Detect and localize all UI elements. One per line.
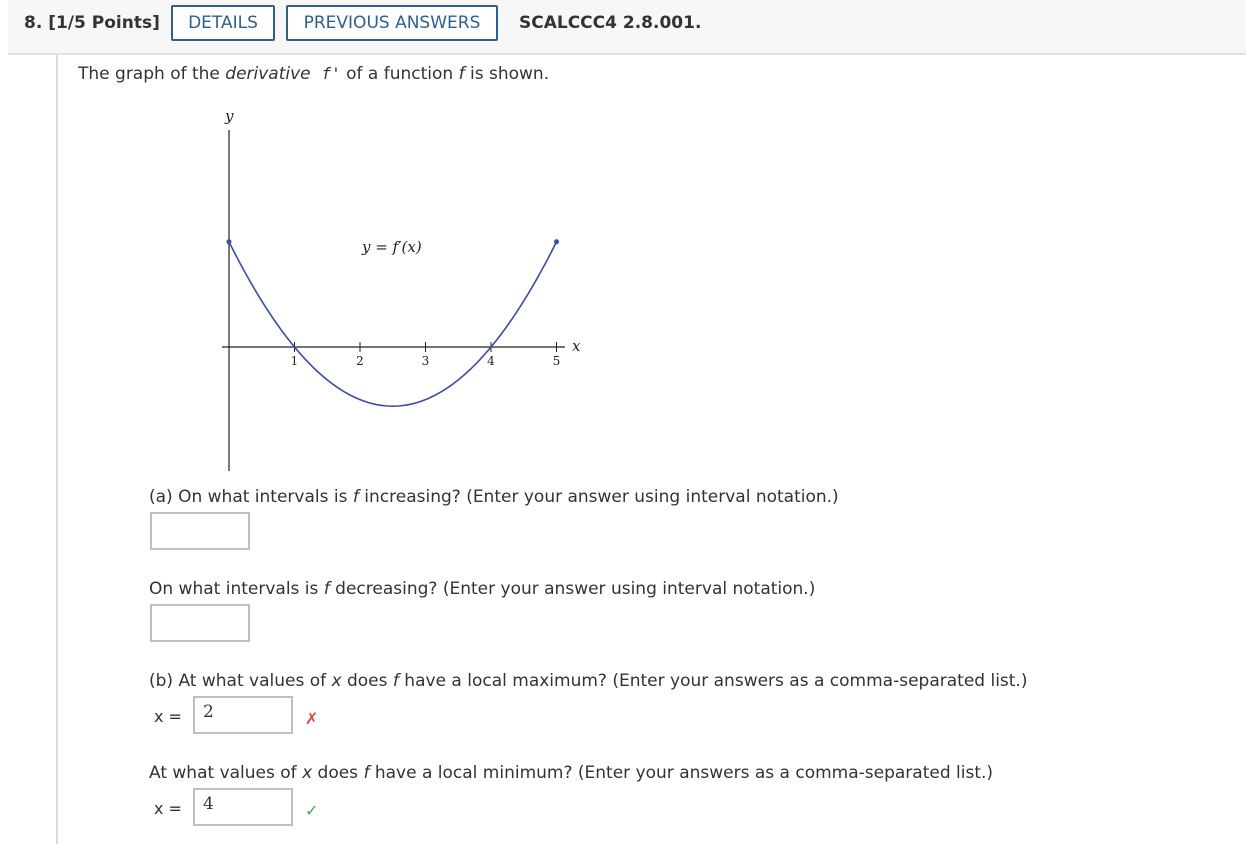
prompt-f: f (458, 64, 465, 84)
question-text: At what values of (149, 763, 303, 783)
local-max-question (149, 671, 1027, 691)
curve-endpoint (227, 239, 232, 244)
question-text: decreasing? (Enter your answer using interval notation.) (329, 579, 816, 599)
local-max-x-label: x = (154, 707, 182, 726)
local-min-question (149, 763, 993, 783)
question-text: have a local minimum? (Enter your answers as a comma-separated list.) (369, 763, 994, 783)
previous-answers-button[interactable]: PREVIOUS ANSWERS (286, 5, 498, 41)
question-text: does (341, 671, 393, 691)
local-min-x-label: x = (154, 799, 182, 818)
increasing-answer-input[interactable] (150, 512, 250, 550)
local-min-answer-input[interactable]: 4 (193, 788, 293, 826)
question-header (8, 0, 1246, 55)
question-text: (b) At what values of (149, 671, 332, 691)
x-tick-label: 4 (487, 354, 495, 368)
prompt-fprime: f' (321, 64, 341, 83)
question-text: (a) On what intervals is (149, 487, 353, 507)
x-tick-label: 1 (290, 354, 299, 368)
derivative-curve (229, 242, 557, 406)
left-rule (56, 55, 58, 844)
incorrect-icon: ✗ (305, 709, 319, 728)
problem-code: SCALCCC4 2.8.001. (519, 13, 702, 33)
prompt-text: The graph of the (78, 64, 226, 84)
x-ticks (291, 342, 561, 368)
y-axis-label: y (225, 107, 234, 125)
problem-prompt (78, 64, 549, 84)
question-x: x (302, 763, 313, 783)
prompt-derivative-word: derivative (225, 64, 311, 84)
question-text: have a local maximum? (Enter your answers as a comma-separated list.) (398, 671, 1028, 691)
x-tick-label: 5 (552, 354, 561, 368)
question-text: increasing? (Enter your answer using interval notation.) (358, 487, 839, 507)
curve-endpoint (554, 239, 559, 244)
question-text: does (312, 763, 364, 783)
x-tick-label: 3 (421, 354, 430, 368)
question-text: On what intervals is (149, 579, 324, 599)
question-number: 8. [1/5 Points] (24, 13, 160, 33)
x-axis-label: x (572, 337, 581, 355)
question-f: f (363, 763, 370, 783)
details-button[interactable]: DETAILS (171, 5, 275, 41)
question-f: f (392, 671, 399, 691)
question-f: f (323, 579, 330, 599)
correct-icon: ✓ (305, 801, 319, 820)
prompt-text: of a function (340, 64, 459, 84)
question-f: f (352, 487, 359, 507)
curve-label: y = f′(x) (362, 238, 422, 256)
question-x: x (331, 671, 342, 691)
x-tick-label: 2 (356, 354, 364, 368)
local-max-answer-input[interactable]: 2 (193, 696, 293, 734)
increasing-question (149, 487, 839, 507)
prompt-text: is shown. (464, 64, 550, 84)
decreasing-answer-input[interactable] (150, 604, 250, 642)
derivative-graph (200, 105, 600, 475)
decreasing-question (149, 579, 815, 599)
